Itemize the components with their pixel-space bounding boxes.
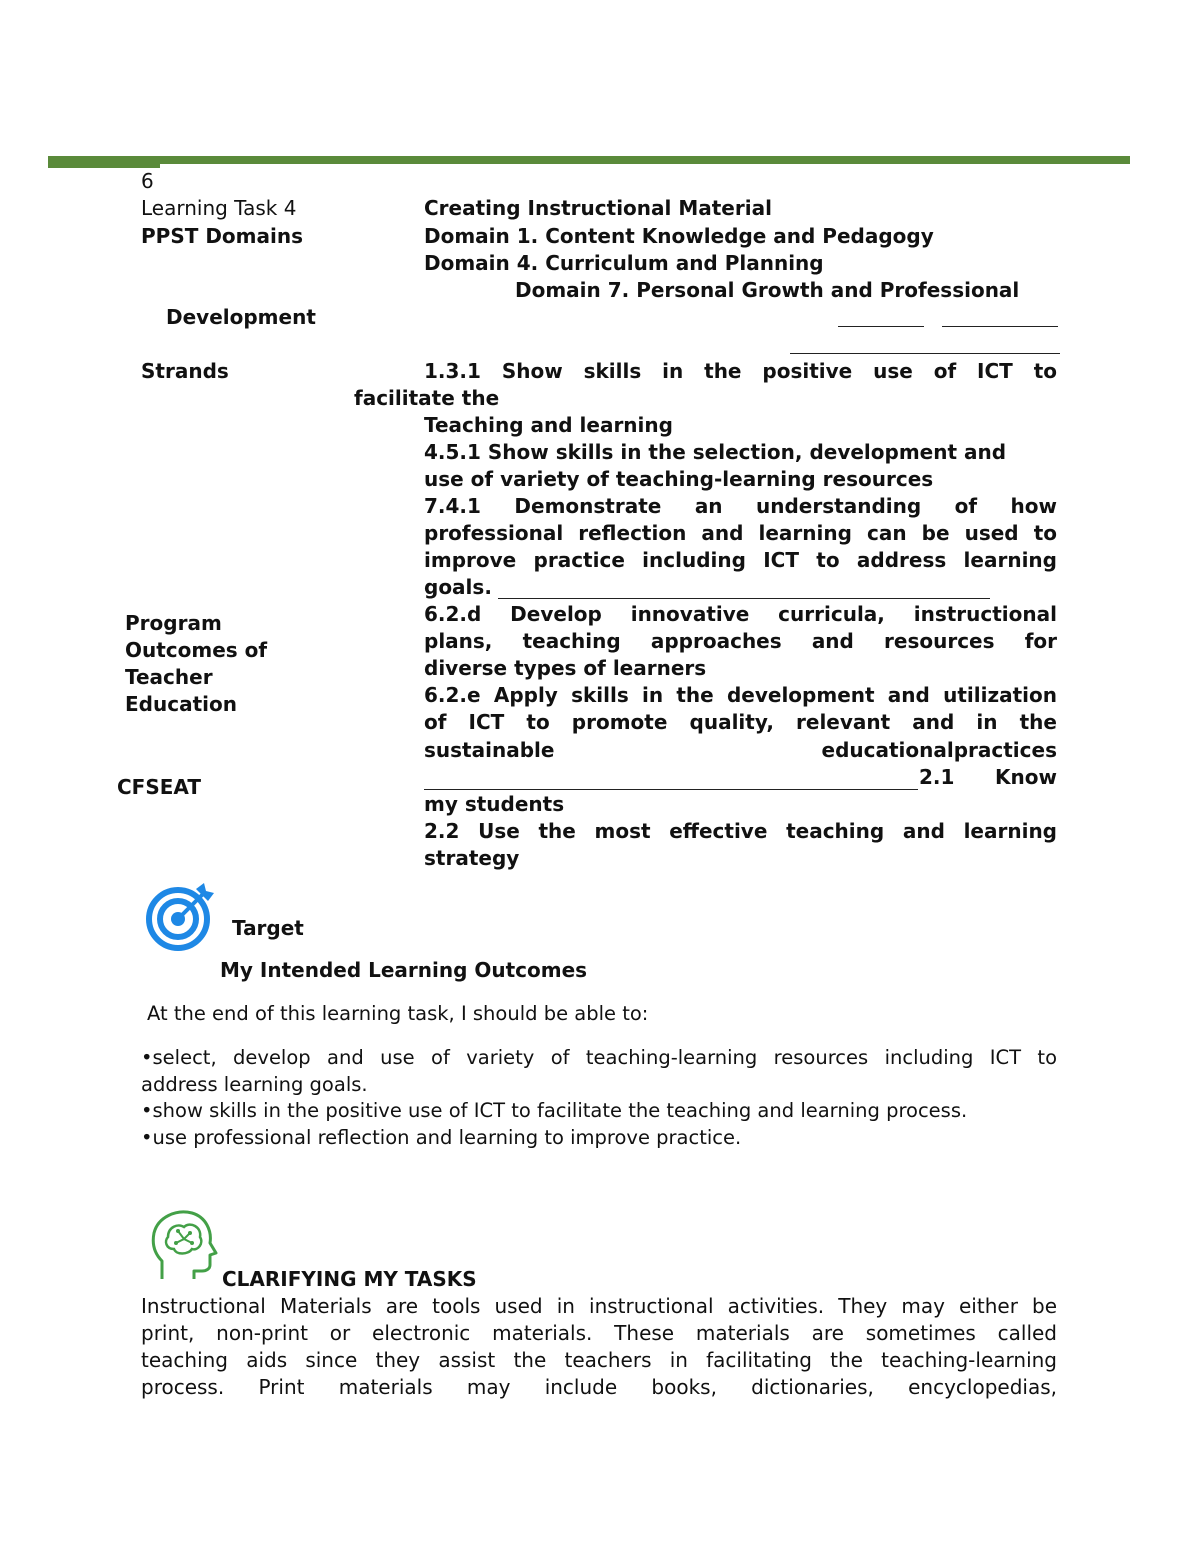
program-label-line: Teacher [125,665,213,689]
fill-line [942,326,1058,327]
header-bar [48,156,1130,164]
po-6-2-d-line: 6.2.d Develop innovative curricula, instructional [424,602,1057,626]
domain-1: Domain 1. Content Knowledge and Pedagogy [424,224,934,248]
po-6-2-d-line: diverse types of learners [424,656,707,680]
po-6-2-e-line: 6.2.e Apply skills in the development and utilization [424,683,1057,707]
po-6-2-d-line: plans, teaching approaches and resources for [424,629,1057,653]
strands-label: Strands [141,359,229,383]
cf-2-2-line: 2.2 Use the most effective teaching and learning [424,819,1057,843]
strand-1-3-1-line: facilitate the [354,386,500,410]
strand-4-5-1-line: 4.5.1 Show skills in the selection, development and [424,440,1007,464]
po-6-2-e-line: of ICT to promote quality, relevant and in the [424,710,1057,734]
target-bullet-line: •select, develop and use of variety of teaching-learning resources including ICT to [141,1046,1057,1069]
page-number: 6 [141,169,154,193]
task-value: Creating Instructional Material [424,196,772,220]
strand-7-4-1-line: improve practice including ICT to address learning [424,548,1057,572]
ppst-label: PPST Domains [141,224,304,248]
target-icon [144,881,216,953]
brain-head-icon [150,1209,216,1281]
target-subheading: My Intended Learning Outcomes [220,958,588,982]
strand-4-5-1-line: use of variety of teaching-learning resources [424,467,934,491]
fill-line [838,326,924,327]
target-bullet-line: •use professional reflection and learning to improve practice. [141,1126,742,1149]
domain-7: Domain 7. Personal Growth and Professional [515,278,1020,302]
strand-7-4-1-line: goals. [424,575,492,599]
fill-line [498,598,990,599]
clarifying-line: process. Print materials may include books, dictionaries, encyclopedias, [141,1375,1057,1399]
po-6-2-e-line: educationalpractices [821,738,1057,762]
clarifying-line: teaching aids since they assist the teachers in facilitating the teaching-learning [141,1348,1057,1372]
target-intro: At the end of this learning task, I should be able to: [147,1002,649,1025]
cf-2-1-line: my students [424,792,565,816]
strand-1-3-1-line: Teaching and learning [424,413,673,437]
task-label: Learning Task 4 [141,196,297,220]
target-heading: Target [232,916,304,940]
strand-7-4-1-line: 7.4.1 Demonstrate an understanding of how [424,494,1057,518]
fill-line [424,789,918,790]
program-label-line: Program [125,611,222,635]
development-label: Development [166,305,316,329]
clarifying-heading: CLARIFYING MY TASKS [222,1267,477,1291]
cf-2-2-line: strategy [424,846,520,870]
clarifying-line: Instructional Materials are tools used in instructional activities. They may either be [141,1294,1057,1318]
strand-1-3-1-line: 1.3.1 Show skills in the positive use of ICT to [424,359,1057,383]
po-6-2-e-line: sustainable [424,738,555,762]
cf-2-1-know: Know [995,765,1057,789]
target-bullet-line: •show skills in the positive use of ICT to facilitate the teaching and learning process. [141,1099,968,1122]
fill-line [790,353,1060,354]
domain-4: Domain 4. Curriculum and Planning [424,251,824,275]
cf-2-1-number: 2.1 [919,765,955,789]
cfseat-label: CFSEAT [117,775,201,799]
clarifying-line: print, non-print or electronic materials. These materials are sometimes called [141,1321,1057,1345]
program-outcomes-label [125,610,325,716]
program-label-line: Education [125,692,237,716]
target-bullet-line: address learning goals. [141,1073,368,1096]
program-label-line: Outcomes of [125,638,268,662]
strand-7-4-1-line: professional reflection and learning can be used to [424,521,1057,545]
